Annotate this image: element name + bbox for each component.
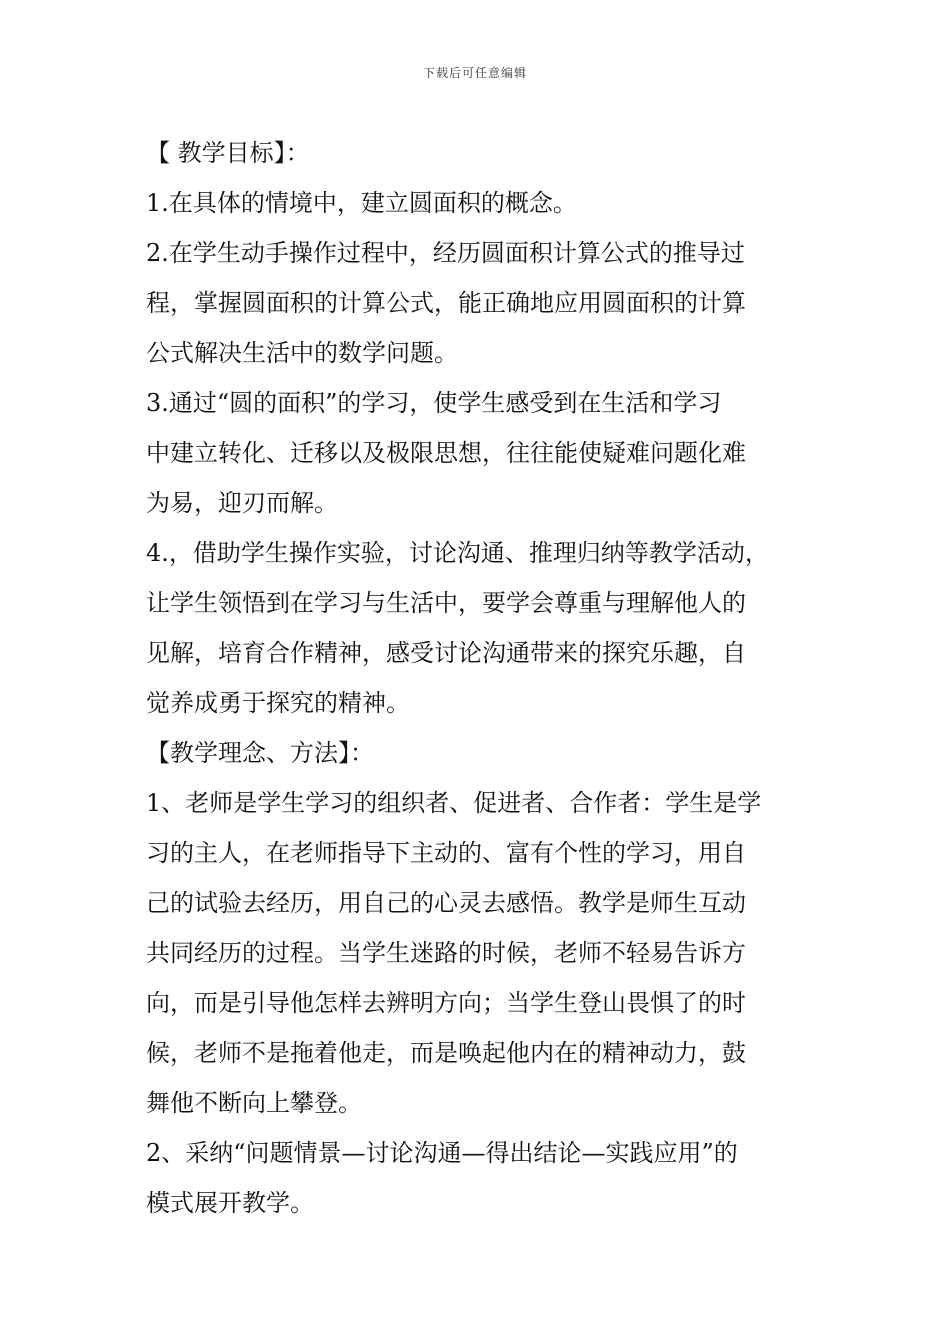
paragraph-line: 舞他不断向上攀登。: [146, 1089, 362, 1117]
document-body: [146, 128, 826, 1228]
paragraph-line: 己的试验去经历，用自己的心灵去感悟。教学是师生互动: [146, 889, 746, 917]
paragraph-line: 3.通过“圆的面积”的学习，使学生感受到在生活和学习: [146, 389, 722, 417]
paragraph-line: 中建立转化、迁移以及极限思想，往往能使疑难问题化难: [146, 439, 746, 467]
paragraph-line: 习的主人，在老师指导下主动的、富有个性的学习，用自: [146, 839, 746, 867]
paragraph-line: 让学生领悟到在学习与生活中，要学会尊重与理解他人的: [146, 589, 746, 617]
paragraph-line: 公式解决生活中的数学问题。: [146, 339, 458, 367]
section-heading-objectives: 【 教学目标】：: [146, 139, 310, 167]
page-header: 下载后可任意编辑: [422, 66, 527, 80]
paragraph-line: 4.，借助学生操作实验，讨论沟通、推理归纳等教学活动，: [146, 539, 769, 567]
section-heading-philosophy: 【教学理念、方法】：: [146, 739, 374, 767]
paragraph-line: 向，而是引导他怎样去辨明方向；当学生登山畏惧了的时: [146, 989, 746, 1017]
paragraph-line: 觉养成勇于探究的精神。: [146, 689, 410, 717]
paragraph-line: 2、采纳“问题情景—讨论沟通—得出结论—实践应用”的: [146, 1139, 738, 1167]
paragraph-line: 见解，培育合作精神，感受讨论沟通带来的探究乐趣，自: [146, 639, 746, 667]
paragraph-line: 模式展开教学。: [146, 1189, 314, 1217]
paragraph-line: 程，掌握圆面积的计算公式，能正确地应用圆面积的计算: [146, 289, 746, 317]
paragraph-line: 候，老师不是拖着他走，而是唤起他内在的精神动力，鼓: [146, 1039, 746, 1067]
paragraph-line: 为易，迎刃而解。: [146, 489, 338, 517]
paragraph-line: 共同经历的过程。当学生迷路的时候，老师不轻易告诉方: [146, 939, 746, 967]
paragraph-line: 1、老师是学生学习的组织者、促进者、合作者：学生是学: [146, 789, 762, 817]
paragraph-line: 2.在学生动手操作过程中，经历圆面积计算公式的推导过: [146, 239, 745, 267]
paragraph-line: 1.在具体的情境中，建立圆面积的概念。: [146, 189, 577, 217]
